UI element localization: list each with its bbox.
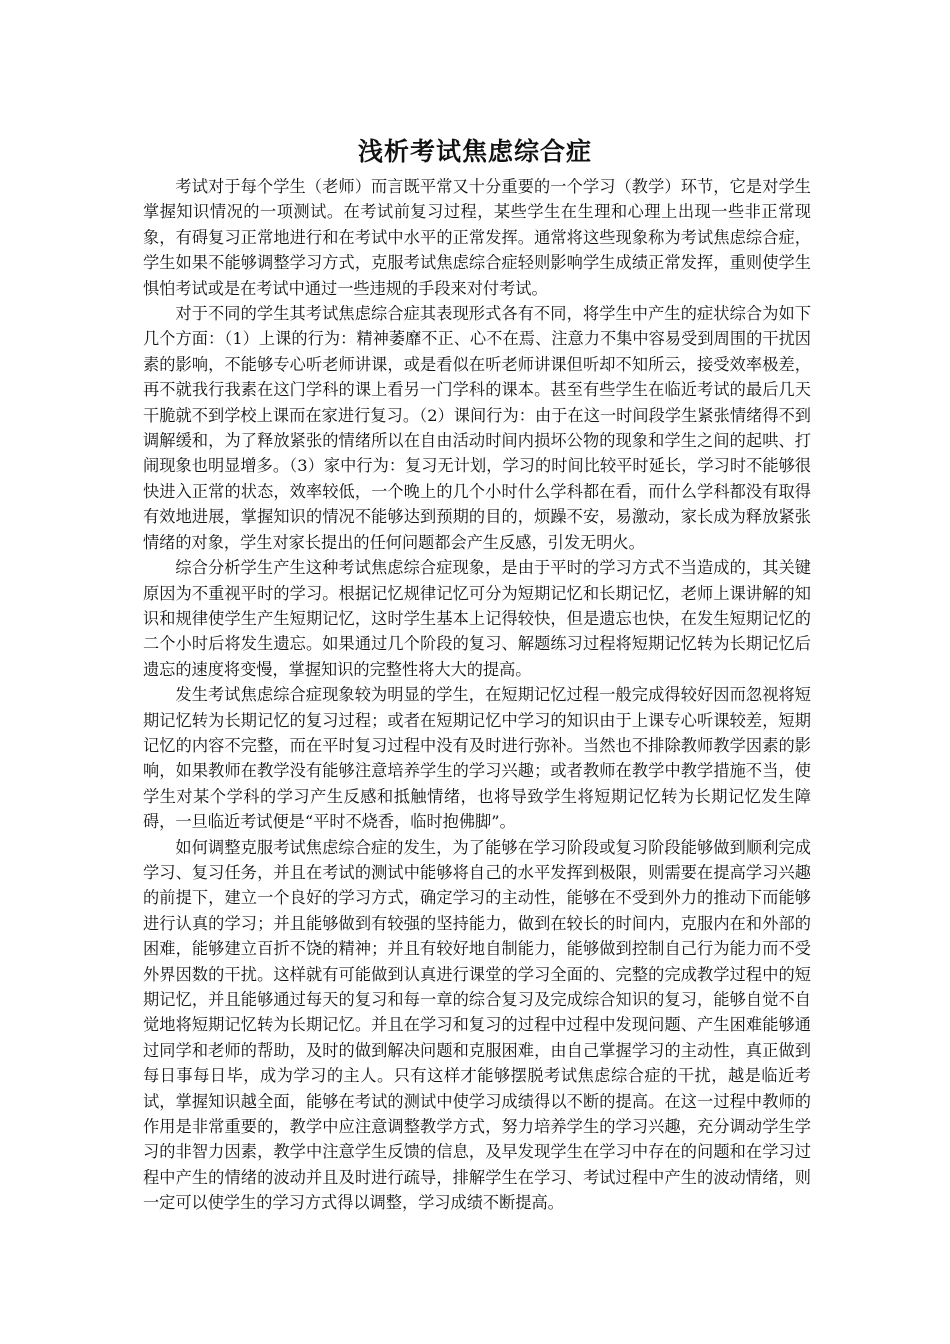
paragraph-1: 考试对于每个学生（老师）而言既平常又十分重要的一个学习（教学）环节，它是对学生掌握知识情况的一项测试。在考试前复习过程，某些学生在生理和心理上出现一些非正常现象，有碍复习正常地进行和在考试中水平的正常发挥。通常将这些现象称为考试焦虑综合症，学生如果不能够调整学习方式，克服考试焦虑综合症轻则影响学生成绩正常发挥，重则使学生惧怕考试或是在考试中通过一些违规的手段来对付考试。: [143, 177, 811, 298]
document-title: 浅析考试焦虑综合症: [357, 137, 592, 166]
paragraph-4: 发生考试焦虑综合症现象较为明显的学生，在短期记忆过程一般完成得较好因而忽视将短期记忆转为长期记忆的复习过程；或者在短期记忆中学习的知识由于上课专心听课较差，短期记忆的内容不完整，而在平时复习过程中没有及时进行弥补。当然也不排除教师教学因素的影响，如果教师在教学没有能够注意培养学生的学习兴趣；或者教师在教学中教学措施不当，使学生对某个学科的学习产生反感和抵触情绪，也将导致学生将短期记忆转为长期记忆发生障碍，一旦临近考试便是“平时不烧香，临时抱佛脚”。: [143, 685, 811, 832]
document-body: [143, 174, 811, 1216]
paragraph-3: 综合分析学生产生这种考试焦虑综合症现象，是由于平时的学习方式不当造成的，其关键原因为不重视平时的学习。根据记忆规律记忆可分为短期记忆和长期记忆，老师上课讲解的知识和规律使学生产生短期记忆，这时学生基本上记得较快，但是遗忘也快，在发生短期记忆的二个小时后将发生遗忘。如果通过几个阶段的复习、解题练习过程将短期记忆转为长期记忆后遗忘的速度将变慢，掌握知识的完整性将大大的提高。: [143, 558, 811, 679]
paragraph-2: 对于不同的学生其考试焦虑综合症其表现形式各有不同，将学生中产生的症状综合为如下几个方面：（1）上课的行为：精神萎靡不正、心不在焉、注意力不集中容易受到周围的干扰因素的影响，不能够专心听老师讲课，或是看似在听老师讲课但听却不知所云，接受效率极差，再不就我行我素在这门学科的课上看另一门学科的课本。甚至有些学生在临近考试的最后几天干脆就不到学校上课而在家进行复习。（2）课间行为：由于在这一时间段学生紧张情绪得不到调解缓和，为了释放紧张的情绪所以在自由活动时间内损坏公物的现象和学生之间的起哄、打闹现象也明显增多。（3）家中行为：复习无计划，学习的时间比较平时延长，学习时不能够很快进入正常的状态，效率较低，一个晚上的几个小时什么学科都在看，而什么学科都没有取得有效地进展，掌握知识的情况不能够达到预期的目的，烦躁不安，易激动，家长成为释放紧张情绪的对象，学生对家长提出的任何问题都会产生反感，引发无明火。: [143, 304, 811, 552]
paragraph-5: 如何调整克服考试焦虑综合症的发生，为了能够在学习阶段或复习阶段能够做到顺利完成学习、复习任务，并且在考试的测试中能够将自己的水平发挥到极限，则需要在提高学习兴趣的前提下，建立一个良好的学习方式，确定学习的主动性，能够在不受到外力的推动下而能够进行认真的学习；并且能够做到有较强的坚持能力，做到在较长的时间内，克服内在和外部的困难，能够建立百折不饶的精神；并且有较好地自制能力，能够做到控制自己行为能力而不受外界因数的干扰。这样就有可能做到认真进行课堂的学习全面的、完整的完成教学过程中的短期记忆，并且能够通过每天的复习和每一章的综合复习及完成综合知识的复习，能够自觉不自觉地将短期记忆转为长期记忆。并且在学习和复习的过程中过程中发现问题、产生困难能够通过同学和老师的帮助，及时的做到解决问题和克服困难，由自己掌握学习的主动性，真正做到每日事每日毕，成为学习的主人。只有这样才能够摆脱考试焦虑综合症的干扰，越是临近考试，掌握知识越全面，能够在考试的测试中使学习成绩得以不断的提高。在这一过程中教师的作用是非常重要的，教学中应注意调整教学方式，努力培养学生的学习兴趣，充分调动学生学习的非智力因素，教学中注意学生反馈的信息，及早发现学生在学习中存在的问题和在学习过程中产生的情绪的波动并且及时进行疏导，排解学生在学习、考试过程中产生的波动情绪，则一定可以使学生的学习方式得以调整，学习成绩不断提高。: [143, 837, 811, 1213]
